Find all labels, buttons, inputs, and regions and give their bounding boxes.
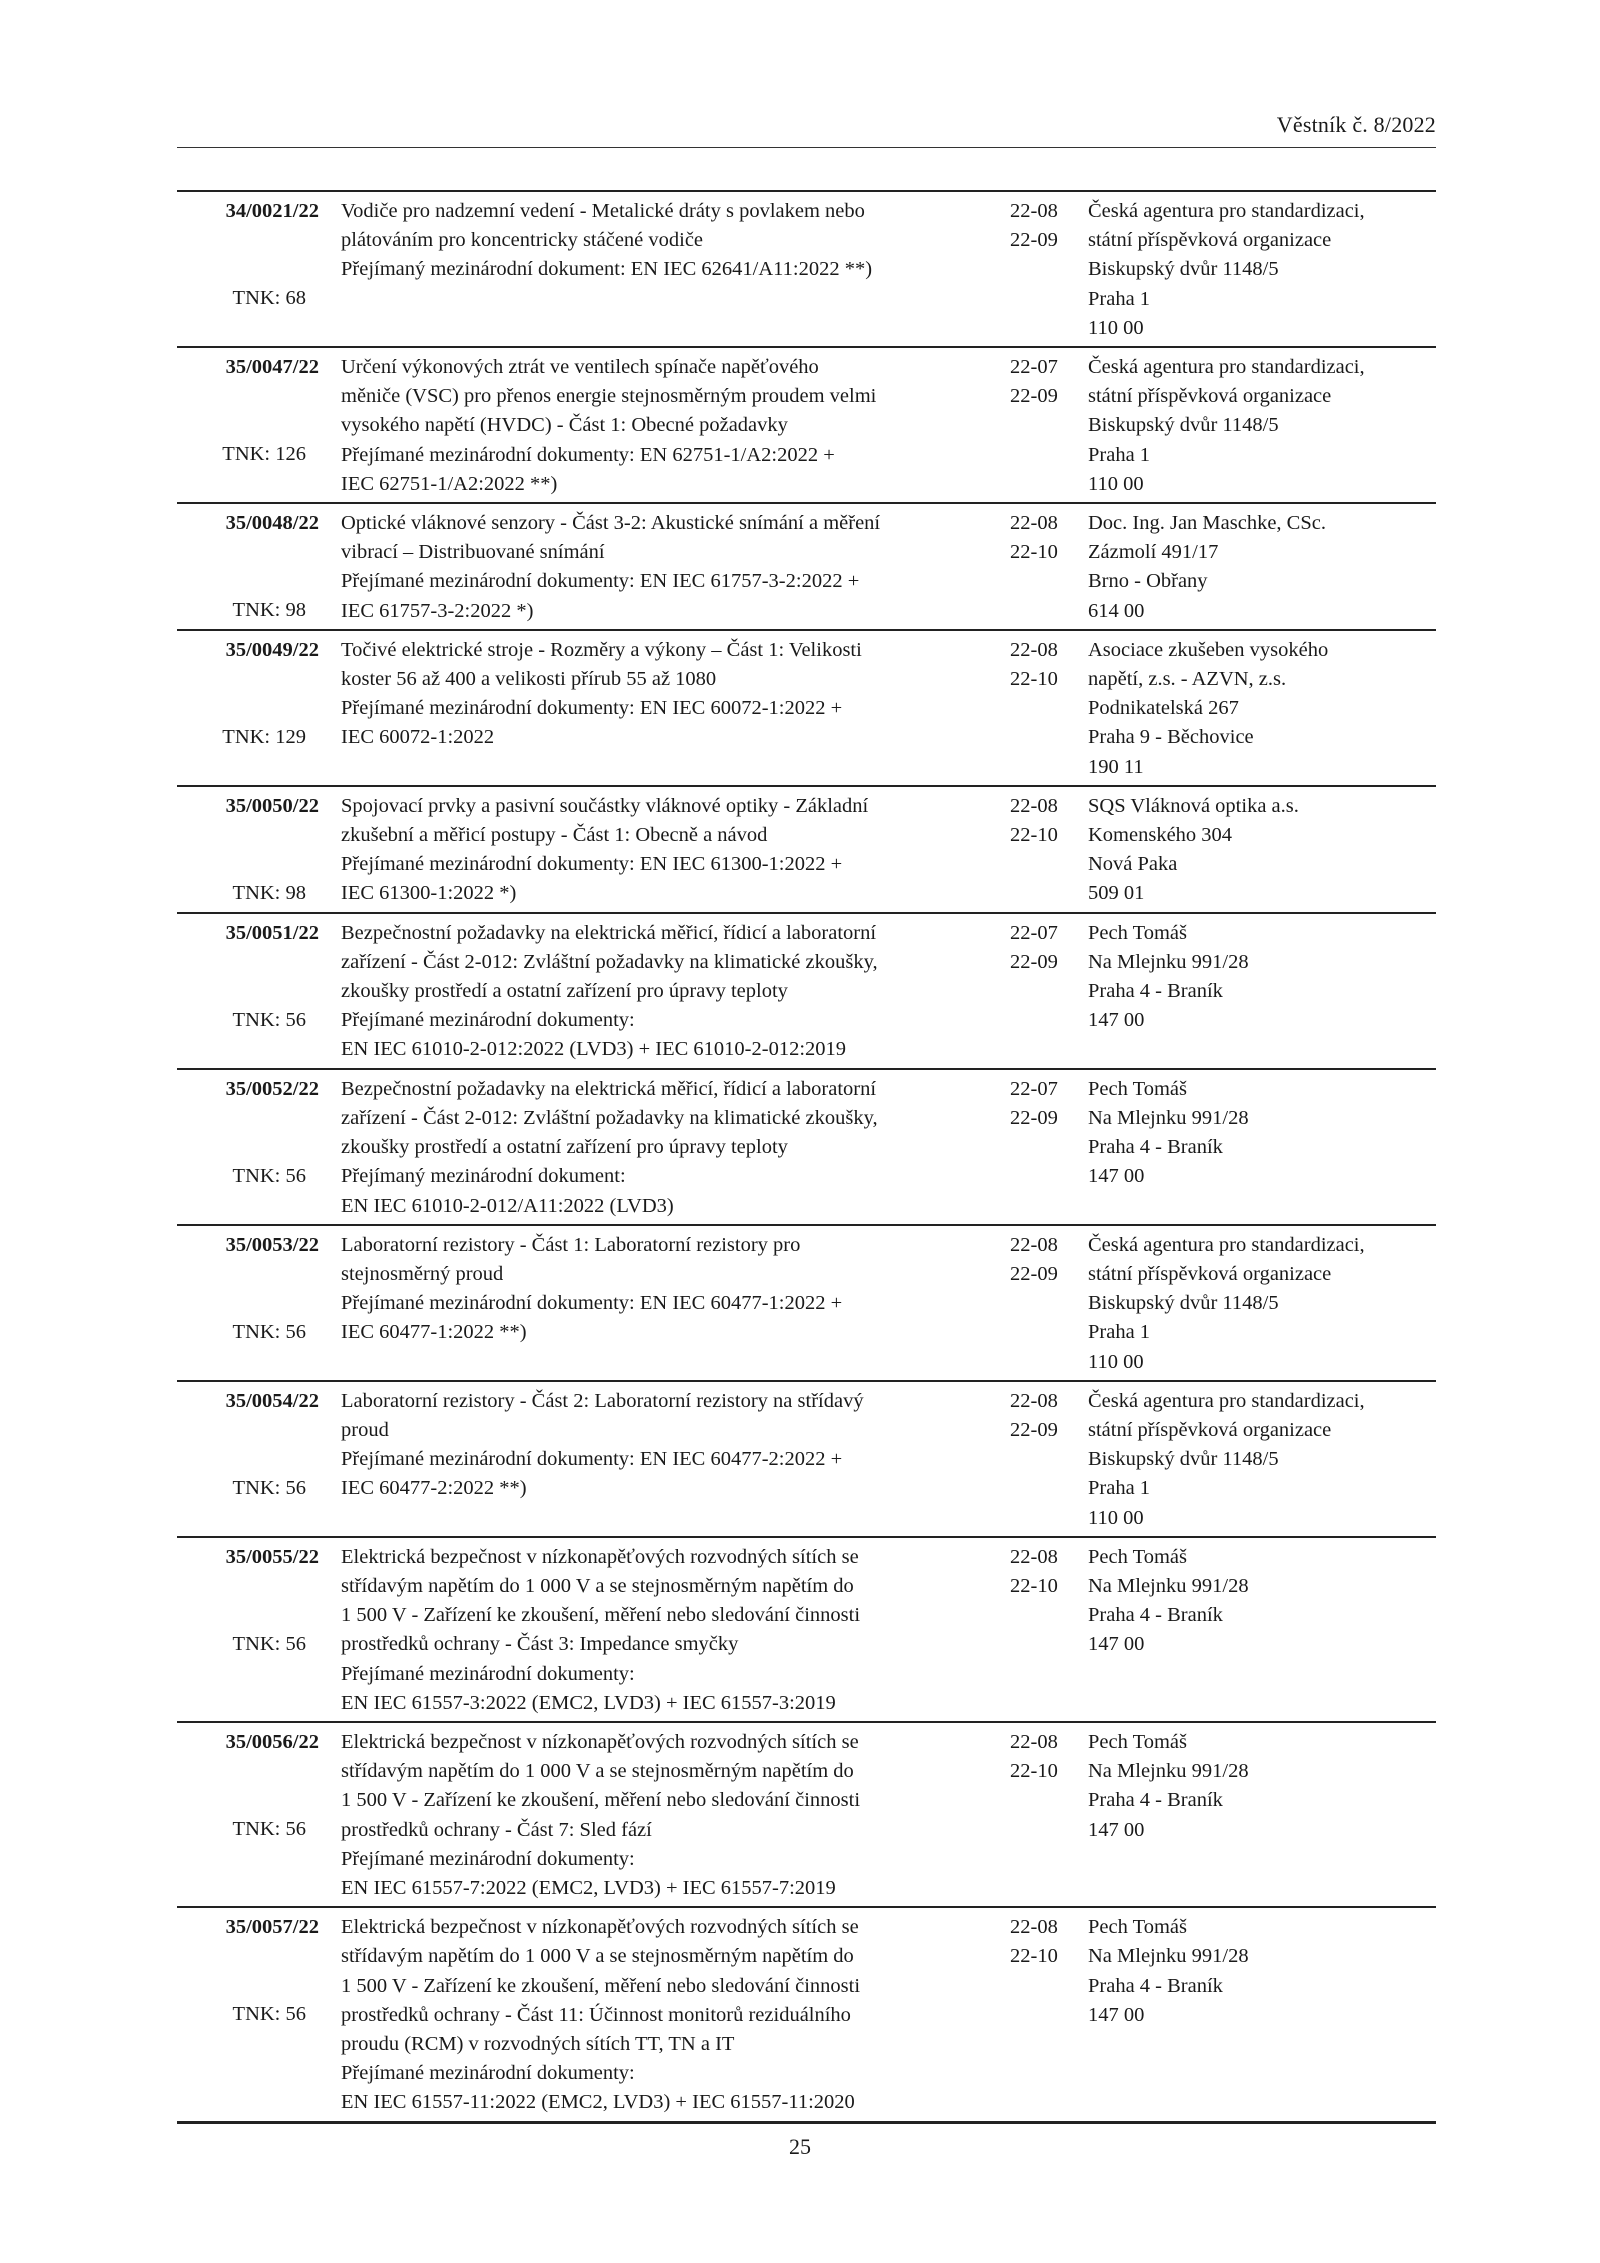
description-line: Přejímaný mezinárodní dokument: EN IEC 62641/A11:2022 **) [341, 258, 873, 281]
address-line: Praha 4 - Braník [1088, 1136, 1223, 1159]
description-line: proudu (RCM) v rozvodných sítích TT, TN a IT [341, 2032, 735, 2055]
description-line: Laboratorní rezistory - Část 2: Laboratorní rezistory na střídavý [341, 1389, 864, 1412]
record-address [1086, 919, 1436, 1065]
description-line: Přejímané mezinárodní dokumenty: EN IEC 61300-1:2022 + [341, 853, 843, 876]
record-dates [1000, 636, 1086, 782]
address-line: Pech Tomáš [1088, 1730, 1187, 1753]
record-number: 35/0057/22 [225, 1916, 319, 1939]
record-address [1086, 509, 1436, 626]
record-dates [1000, 919, 1086, 1065]
record-number: 35/0051/22 [225, 921, 319, 944]
table-row [177, 1723, 1436, 1908]
record-id-cell [177, 1231, 333, 1377]
record-description [333, 1913, 1000, 2117]
record-id-cell [177, 1387, 333, 1533]
address-line: Praha 4 - Braník [1088, 1974, 1223, 1997]
description-line: zařízení - Část 2-012: Zvláštní požadavky na klimatické zkoušky, [341, 950, 878, 973]
record-description [333, 509, 1000, 626]
description-line: prostředků ochrany - Část 7: Sled fází [341, 1818, 652, 1841]
description-line: EN IEC 61010-2-012:2022 (LVD3) + IEC 61010-2-012:2019 [341, 1038, 847, 1061]
description-line: vibrací – Distribuované snímání [341, 541, 605, 564]
address-line: Praha 4 - Braník [1088, 1604, 1223, 1627]
record-id-cell [177, 1913, 333, 2117]
description-line: Přejímané mezinárodní dokumenty: EN IEC 60477-2:2022 + [341, 1448, 843, 1471]
record-id-cell [177, 919, 333, 1065]
record-dates [1000, 1075, 1086, 1221]
record-address [1086, 1231, 1436, 1377]
date-line: 22-08 [1010, 200, 1058, 222]
record-tnk: TNK: 68 [232, 287, 306, 309]
date-line: 22-09 [1010, 1106, 1058, 1129]
address-line: 147 00 [1088, 1165, 1145, 1188]
address-line: 147 00 [1088, 1818, 1145, 1841]
record-number: 35/0047/22 [225, 356, 319, 379]
description-line: vysokého napětí (HVDC) - Část 1: Obecné požadavky [341, 414, 788, 437]
record-number: 35/0055/22 [225, 1545, 319, 1568]
address-line: Praha 1 [1088, 443, 1151, 466]
address-line: státní příspěvková organizace [1088, 1418, 1332, 1441]
record-dates [1000, 353, 1086, 499]
date-line: 22-10 [1010, 1760, 1058, 1783]
table-row [177, 348, 1436, 504]
description-line: Přejímané mezinárodní dokumenty: EN IEC 61757-3-2:2022 + [341, 570, 860, 593]
date-line: 22-08 [1010, 1916, 1058, 1939]
description-line: Spojovací prvky a pasivní součástky vláknové optiky - Základní [341, 794, 869, 817]
description-line: Elektrická bezpečnost v nízkonapěťových rozvodných sítích se [341, 1730, 859, 1753]
record-tnk: TNK: 56 [232, 2003, 306, 2026]
description-line: IEC 60477-1:2022 **) [341, 1321, 527, 1344]
record-id-cell [177, 1728, 333, 1903]
address-line: 509 01 [1088, 882, 1145, 905]
record-tnk: TNK: 126 [222, 443, 306, 466]
record-description [333, 636, 1000, 782]
description-line: Určení výkonových ztrát ve ventilech spínače napěťového [341, 356, 819, 379]
address-line: Praha 4 - Braník [1088, 980, 1223, 1003]
record-number: 35/0049/22 [225, 638, 319, 661]
address-line: Česká agentura pro standardizaci, [1088, 1233, 1365, 1256]
record-description [333, 1543, 1000, 1718]
date-line: 22-08 [1010, 1545, 1058, 1568]
description-line: Přejímané mezinárodní dokumenty: EN 62751-1/A2:2022 + [341, 443, 835, 466]
description-line: Přejímané mezinárodní dokumenty: [341, 1662, 635, 1685]
description-line: Elektrická bezpečnost v nízkonapěťových rozvodných sítích se [341, 1545, 859, 1568]
description-line: zkušební a měřicí postupy - Část 1: Obecně a návod [341, 824, 768, 847]
record-tnk: TNK: 56 [232, 1008, 306, 1031]
address-line: Biskupský dvůr 1148/5 [1088, 1292, 1279, 1315]
record-description [333, 197, 1000, 343]
table-row [177, 1226, 1436, 1382]
address-line: Nová Paka [1088, 853, 1178, 876]
table-row [177, 1538, 1436, 1723]
description-line: střídavým napětím do 1 000 V a se stejnosměrným napětím do [341, 1760, 854, 1783]
record-number: 35/0052/22 [225, 1077, 319, 1100]
description-line: prostředků ochrany - Část 3: Impedance smyčky [341, 1633, 739, 1656]
address-line: SQS Vláknová optika a.s. [1088, 794, 1299, 817]
table-row [177, 631, 1436, 787]
record-tnk: TNK: 56 [232, 1476, 306, 1499]
record-description [333, 792, 1000, 909]
address-line: napětí, z.s. - AZVN, z.s. [1088, 668, 1287, 691]
description-line: Přejímaný mezinárodní dokument: [341, 1165, 626, 1188]
description-line: Bezpečnostní požadavky na elektrická měřicí, řídicí a laboratorní [341, 1077, 877, 1100]
address-line: státní příspěvková organizace [1088, 1262, 1332, 1285]
description-line: EN IEC 61557-7:2022 (EMC2, LVD3) + IEC 61557-7:2019 [341, 1876, 836, 1899]
date-line: 22-09 [1010, 229, 1058, 252]
date-line: 22-10 [1010, 1574, 1058, 1597]
record-address [1086, 792, 1436, 909]
address-line: Pech Tomáš [1088, 921, 1187, 944]
description-line: zkoušky prostředí a ostatní zařízení pro úpravy teploty [341, 1136, 788, 1159]
description-line: měniče (VSC) pro přenos energie stejnosměrným proudem velmi [341, 385, 877, 408]
record-id-cell [177, 636, 333, 782]
date-line: 22-08 [1010, 1233, 1058, 1256]
date-line: 22-08 [1010, 1730, 1058, 1753]
address-line: Asociace zkušeben vysokého [1088, 638, 1329, 661]
address-line: Biskupský dvůr 1148/5 [1088, 1448, 1279, 1471]
date-line: 22-08 [1010, 638, 1058, 661]
record-tnk: TNK: 98 [232, 881, 306, 904]
description-line: IEC 60072-1:2022 [341, 726, 495, 749]
record-number: 35/0054/22 [225, 1389, 319, 1412]
date-line: 22-08 [1010, 512, 1058, 535]
address-line: Praha 1 [1088, 1321, 1151, 1344]
address-line: Pech Tomáš [1088, 1545, 1187, 1568]
description-line: EN IEC 61557-11:2022 (EMC2, LVD3) + IEC 61557-11:2020 [341, 2091, 855, 2114]
record-description [333, 1728, 1000, 1903]
date-line: 22-07 [1010, 1077, 1058, 1100]
address-line: 110 00 [1088, 316, 1144, 339]
record-description [333, 353, 1000, 499]
description-line: zařízení - Část 2-012: Zvláštní požadavky na klimatické zkoušky, [341, 1106, 878, 1129]
description-line: plátováním pro koncentricky stáčené vodiče [341, 229, 704, 252]
table-row [177, 914, 1436, 1070]
description-line: proud [341, 1418, 389, 1441]
address-line: 147 00 [1088, 2003, 1145, 2026]
address-line: Česká agentura pro standardizaci, [1088, 1389, 1365, 1412]
address-line: Na Mlejnku 991/28 [1088, 1106, 1249, 1129]
record-dates [1000, 1231, 1086, 1377]
description-line: EN IEC 61010-2-012/A11:2022 (LVD3) [341, 1194, 674, 1217]
description-line: střídavým napětím do 1 000 V a se stejnosměrným napětím do [341, 1574, 854, 1597]
record-dates [1000, 1913, 1086, 2117]
address-line: Biskupský dvůr 1148/5 [1088, 258, 1279, 281]
address-line: 110 00 [1088, 1350, 1144, 1373]
record-address [1086, 197, 1436, 343]
description-line: IEC 62751-1/A2:2022 **) [341, 472, 558, 495]
table-row [177, 1908, 1436, 2123]
table-row [177, 1070, 1436, 1226]
standards-table [177, 192, 1436, 2124]
date-line: 22-09 [1010, 950, 1058, 973]
record-address [1086, 353, 1436, 499]
description-line: Přejímané mezinárodní dokumenty: EN IEC 60477-1:2022 + [341, 1292, 843, 1315]
record-description [333, 1075, 1000, 1221]
date-line: 22-07 [1010, 921, 1058, 944]
record-tnk: TNK: 56 [232, 1164, 306, 1187]
record-number: 35/0050/22 [225, 794, 319, 817]
record-number: 35/0053/22 [225, 1233, 319, 1256]
description-line: střídavým napětím do 1 000 V a se stejnosměrným napětím do [341, 1945, 854, 1968]
address-line: Praha 1 [1088, 1477, 1151, 1500]
address-line: 147 00 [1088, 1009, 1145, 1032]
address-line: Doc. Ing. Jan Maschke, CSc. [1088, 512, 1326, 535]
description-line: IEC 61300-1:2022 *) [341, 882, 517, 905]
description-line: Bezpečnostní požadavky na elektrická měřicí, řídicí a laboratorní [341, 921, 877, 944]
date-line: 22-09 [1010, 1418, 1058, 1441]
date-line: 22-08 [1010, 794, 1058, 817]
address-line: Na Mlejnku 991/28 [1088, 1945, 1249, 1968]
record-id-cell [177, 353, 333, 499]
record-tnk: TNK: 56 [232, 1320, 306, 1343]
record-address [1086, 1387, 1436, 1533]
record-dates [1000, 792, 1086, 909]
address-line: 110 00 [1088, 472, 1144, 495]
record-address [1086, 1913, 1436, 2117]
address-line: 110 00 [1088, 1506, 1144, 1529]
address-line: Česká agentura pro standardizaci, [1088, 356, 1365, 379]
table-row [177, 192, 1436, 348]
date-line: 22-10 [1010, 1945, 1058, 1968]
address-line: Praha 4 - Braník [1088, 1789, 1223, 1812]
description-line: koster 56 až 400 a velikosti přírub 55 až 1080 [341, 668, 717, 691]
address-line: 614 00 [1088, 599, 1145, 622]
address-line: Na Mlejnku 991/28 [1088, 950, 1249, 973]
description-line: Elektrická bezpečnost v nízkonapěťových rozvodných sítích se [341, 1916, 859, 1939]
record-description [333, 919, 1000, 1065]
record-description [333, 1387, 1000, 1533]
record-address [1086, 1543, 1436, 1718]
address-line: Podnikatelská 267 [1088, 697, 1239, 720]
record-id-cell [177, 197, 333, 343]
address-line: státní příspěvková organizace [1088, 385, 1332, 408]
record-id-cell [177, 509, 333, 626]
address-line: Zázmolí 491/17 [1088, 541, 1219, 564]
record-id-cell [177, 1543, 333, 1718]
date-line: 22-10 [1010, 541, 1058, 564]
record-tnk: TNK: 129 [222, 725, 306, 748]
description-line: Laboratorní rezistory - Část 1: Laboratorní rezistory pro [341, 1233, 801, 1256]
record-id-cell [177, 1075, 333, 1221]
address-line: Praha 1 [1088, 287, 1151, 310]
address-line: Pech Tomáš [1088, 1916, 1187, 1939]
address-line: Na Mlejnku 991/28 [1088, 1760, 1249, 1783]
description-line: IEC 61757-3-2:2022 *) [341, 599, 534, 622]
date-line: 22-10 [1010, 824, 1058, 847]
record-address [1086, 1075, 1436, 1221]
date-line: 22-10 [1010, 668, 1058, 691]
record-id-cell [177, 792, 333, 909]
page-header-title: Věstník č. 8/2022 [1276, 112, 1436, 137]
address-line: Na Mlejnku 991/28 [1088, 1574, 1249, 1597]
record-tnk: TNK: 98 [232, 599, 306, 622]
description-line: prostředků ochrany - Část 11: Účinnost monitorů reziduálního [341, 2003, 851, 2026]
description-line: Přejímané mezinárodní dokumenty: [341, 1009, 635, 1032]
address-line: 147 00 [1088, 1633, 1145, 1656]
record-dates [1000, 1728, 1086, 1903]
record-tnk: TNK: 56 [232, 1632, 306, 1655]
description-line: 1 500 V - Zařízení ke zkoušení, měření nebo sledování činnosti [341, 1789, 861, 1812]
description-line: IEC 60477-2:2022 **) [341, 1477, 527, 1500]
address-line: Pech Tomáš [1088, 1077, 1187, 1100]
address-line: Biskupský dvůr 1148/5 [1088, 414, 1279, 437]
address-line: Česká agentura pro standardizaci, [1088, 200, 1365, 222]
date-line: 22-09 [1010, 385, 1058, 408]
description-line: EN IEC 61557-3:2022 (EMC2, LVD3) + IEC 61557-3:2019 [341, 1691, 836, 1714]
table-row [177, 787, 1436, 914]
description-line: Vodiče pro nadzemní vedení - Metalické dráty s povlakem nebo [341, 200, 865, 222]
address-line: 190 11 [1088, 755, 1144, 778]
description-line: stejnosměrný proud [341, 1262, 504, 1285]
date-line: 22-08 [1010, 1389, 1058, 1412]
record-number: 34/0021/22 [225, 200, 319, 222]
address-line: Brno - Obřany [1088, 570, 1208, 593]
record-dates [1000, 1543, 1086, 1718]
record-dates [1000, 197, 1086, 343]
record-tnk: TNK: 56 [232, 1817, 306, 1840]
date-line: 22-09 [1010, 1262, 1058, 1285]
description-line: zkoušky prostředí a ostatní zařízení pro úpravy teploty [341, 980, 788, 1003]
record-number: 35/0056/22 [225, 1730, 319, 1753]
address-line: Komenského 304 [1088, 824, 1233, 847]
description-line: Optické vláknové senzory - Část 3-2: Akustické snímání a měření [341, 512, 881, 535]
address-line: státní příspěvková organizace [1088, 229, 1332, 252]
description-line: Přejímané mezinárodní dokumenty: [341, 2062, 635, 2085]
record-address [1086, 1728, 1436, 1903]
description-line: Přejímané mezinárodní dokumenty: [341, 1847, 635, 1870]
record-description [333, 1231, 1000, 1377]
address-line: Praha 9 - Běchovice [1088, 726, 1254, 749]
record-dates [1000, 509, 1086, 626]
record-number: 35/0048/22 [225, 512, 319, 535]
table-row [177, 504, 1436, 631]
description-line: Přejímané mezinárodní dokumenty: EN IEC 60072-1:2022 + [341, 697, 843, 720]
description-line: Točivé elektrické stroje - Rozměry a výkony – Část 1: Velikosti [341, 638, 862, 661]
header-divider [177, 147, 1436, 148]
record-address [1086, 636, 1436, 782]
record-dates [1000, 1387, 1086, 1533]
description-line: 1 500 V - Zařízení ke zkoušení, měření nebo sledování činnosti [341, 1604, 861, 1627]
date-line: 22-07 [1010, 356, 1058, 379]
description-line: 1 500 V - Zařízení ke zkoušení, měření nebo sledování činnosti [341, 1974, 861, 1997]
page-number: 25 [789, 2134, 811, 2159]
table-row [177, 1382, 1436, 1538]
